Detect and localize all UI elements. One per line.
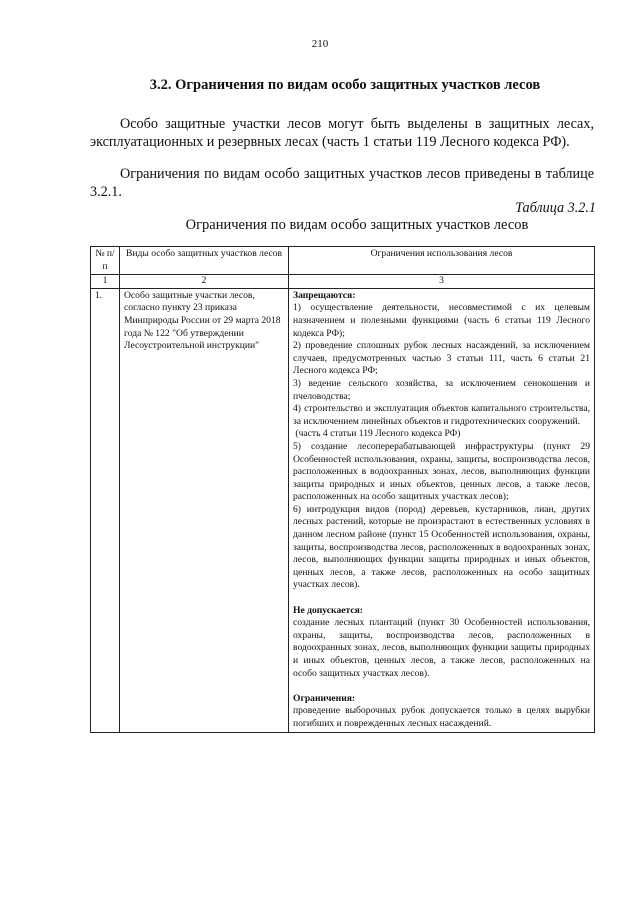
header-area-type: Виды особо защитных участков лесов — [120, 247, 289, 275]
column-index-3: 3 — [289, 275, 595, 289]
table-header-row — [91, 247, 595, 275]
restrictions-cell — [289, 288, 595, 732]
prohibited-item-2: 2) проведение сплошных рубок лесных насаждений, за исключением случаев, предусмотренных частью 3 статьи 111, часть 6 статьи 21 Лесного кодекса РФ; — [293, 340, 590, 377]
prohibited-item-6: 6) интродукция видов (пород) деревьев, кустарников, лиан, других лесных растений, которые не произрастают в естественных условиях в данном лесном районе (пункт 15 Особенностей использования, охраны, защиты, воспроизводства лесов, расположенных в водоохранных зонах, лесов, выполняющих функции защиты природных и иных объектов, ценных лесов, а также лесов, расположенных на особо защитных участках лесов). — [293, 503, 590, 591]
intro-paragraph: Особо защитные участки лесов могут быть выделены в защитных лесах, эксплуатационных и резервных лесах (часть 1 статьи 119 Лесного кодекса РФ). — [90, 116, 594, 150]
table-label: Таблица 3.2.1 — [515, 200, 596, 216]
restrictions-title: Ограничения: — [293, 692, 356, 704]
restrictions-text: проведение выборочных рубок допускается только в целях вырубки погибших и поврежденных лесных насаждений. — [293, 705, 590, 729]
section-heading: 3.2. Ограничения по видам особо защитных участков лесов — [149, 77, 541, 93]
column-index-row — [91, 275, 595, 289]
table-reference-paragraph: Ограничения по видам особо защитных участков лесов приведены в таблице 3.2.1. — [90, 166, 594, 200]
not-allowed-title: Не допускается: — [293, 604, 363, 616]
prohibited-item-4-source: (часть 4 статьи 119 Лесного кодекса РФ) — [293, 428, 461, 440]
row-number: 1. — [91, 288, 120, 732]
column-index-1: 1 — [91, 275, 120, 289]
prohibited-item-5: 5) создание лесоперерабатывающей инфраструктуры (пункт 29 Особенностей использования, охраны, защиты, воспроизводства лесов, расположенных в водоохранных зонах, лесов, выполняющих функции защиты природных и иных объектов, ценных лесов, а также лесов, расположенных на особо защитных участках лесов); — [293, 440, 590, 503]
not-allowed-text: создание лесных плантаций (пункт 30 Особенностей использования, охраны, защиты, воспроизводства лесов, расположенных в водоохранных зонах, лесов, выполняющих функции защиты природных и иных объектов, ценных лесов, а также лесов, расположенных на особо защитных участках лесов). — [293, 617, 590, 679]
restrictions-table — [90, 246, 595, 733]
prohibited-title: Запрещаются: — [293, 289, 356, 301]
prohibited-item-3: 3) ведение сельского хозяйства, за исключением сенокошения и пчеловодства; — [293, 377, 590, 402]
prohibited-item-1: 1) осуществление деятельности, несовместимой с их целевым назначением и полезными функциями (часть 6 статьи 119 Лесного кодекса РФ); — [293, 302, 590, 339]
area-type-cell: Особо защитные участки лесов, согласно пункту 23 приказа Минприроды России от 29 марта 2018 года № 122 "Об утверждении Лесоустроительной инструкции" — [120, 288, 289, 732]
column-index-2: 2 — [120, 275, 289, 289]
table-row — [91, 288, 595, 732]
page-number: 210 — [311, 38, 329, 50]
header-restrictions: Ограничения использования лесов — [289, 247, 595, 275]
prohibited-item-4: 4) строительство и эксплуатация объектов капитального строительства, за исключением линейных объектов и гидротехнических сооружений. — [293, 403, 590, 427]
header-number: № п/п — [91, 247, 120, 275]
table-caption: Ограничения по видам особо защитных участков лесов — [185, 217, 529, 233]
